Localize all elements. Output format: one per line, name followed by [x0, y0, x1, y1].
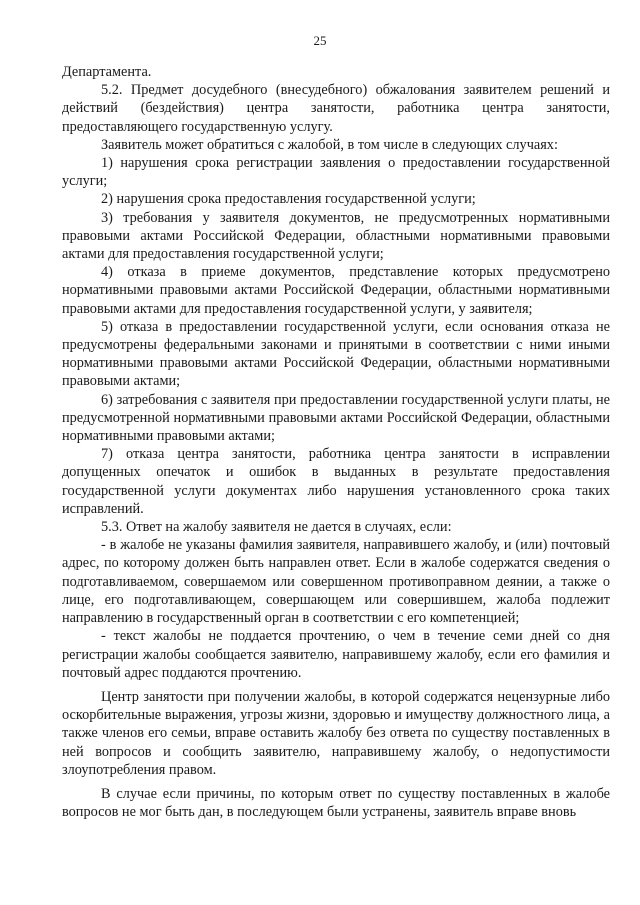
paragraph: В случае если причины, по которым ответ по существу поставленных в жалобе вопросов не мог быть дан, в последующем были устранены, заявитель вправе вновь	[62, 785, 610, 821]
paragraph: 4) отказа в приеме документов, представление которых предусмотрено нормативными правовыми актами Российской Федерации, областными нормативными правовыми актами для предоставления государственной услуги, у заявителя;	[62, 264, 610, 317]
paragraph: 5.2. Предмет досудебного (внесудебного) обжалования заявителем решений и действий (бездействия) центра занятости, работника центра занятости, предоставляющего государственную услугу.	[62, 82, 610, 135]
paragraph: 5) отказа в предоставлении государственной услуги, если основания отказа не предусмотрены федеральными законами и принятыми в соответствии с ними иными нормативными правовыми актами Российской Федерации, областными нормативными правовыми актами;	[62, 318, 610, 390]
paragraph: Заявитель может обратиться с жалобой, в том числе в следующих случаях:	[101, 136, 558, 153]
paragraph: 3) требования у заявителя документов, не предусмотренных нормативными правовыми актами Российской Федерации, областными нормативными правовыми актами для предоставления государственной услуги;	[62, 209, 610, 263]
page-number: 25	[313, 33, 327, 48]
paragraph: Департамента.	[62, 64, 152, 80]
document-body	[62, 63, 610, 821]
paragraph: 7) отказа центра занятости, работника центра занятости в исправлении допущенных опечаток и ошибок в выданных в результате предоставления государственной услуги документах либо нарушения установленного срока таких исправлений.	[62, 446, 610, 517]
paragraph: 6) затребования с заявителя при предоставлении государственной услуги платы, не предусмотренной нормативными правовыми актами Российской Федерации, областными нормативными правовыми актами;	[62, 391, 610, 445]
paragraph: 5.3. Ответ на жалобу заявителя не дается в случаях, если:	[101, 519, 452, 536]
paragraph: 2) нарушения срока предоставления государственной услуги;	[101, 191, 476, 208]
paragraph: - в жалобе не указаны фамилия заявителя, направившего жалобу, и (или) почтовый адрес, по которому должен быть направлен ответ. Если в жалобе содержатся сведения о подготавливаемом, совершаемом или совершенном противоправном деянии, а также о лице, его подготавливающем, совершающем или совершившем, жалоба подлежит направлению в государственный орган в соответствии с его компетенцией;	[62, 537, 610, 627]
paragraph: - текст жалобы не поддается прочтению, о чем в течение семи дней со дня регистрации жалобы сообщается заявителю, направившему жалобу, если его фамилия и почтовый адрес поддаются прочтению.	[62, 628, 610, 681]
paragraph: 1) нарушения срока регистрации заявления о предоставлении государственной услуги;	[62, 155, 610, 190]
paragraph: Центр занятости при получении жалобы, в которой содержатся нецензурные либо оскорбительные выражения, угрозы жизни, здоровью и имуществу должностного лица, а также членов его семьи, вправе оставить жалобу без ответа по существу поставленных в ней вопросов и сообщить заявителю, направившему жалобу, о недопустимости злоупотребления правом.	[62, 688, 610, 778]
